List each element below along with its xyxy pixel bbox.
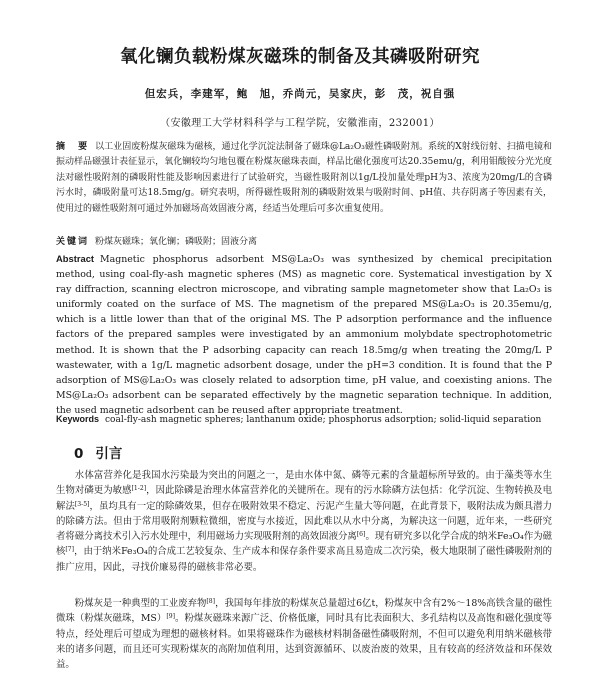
chinese-abstract-label: 摘 要 <box>56 142 90 152</box>
intro-p1-text-c: ，虽均具有一定的除磷效果，但存在吸附效果不稳定、污泥产生量大等问题，在此背景下，吸附法成为颇具潜力的除磷方法。但由于常用吸附剂颗粒微细，密度与水接近，因此难以从水中分离，为解决这一问题，近年来，一些研究者将磁分离技术引入污水处理中，利用磁场力实现吸附剂的高效固液分离 <box>56 500 552 543</box>
affiliation: （安徽理工大学材料科学与工程学院，安徽淮南，232001） <box>160 118 440 129</box>
paper-title: 氧化镧负载粉煤灰磁珠的制备及其磷吸附研究 <box>120 47 480 67</box>
intro-p1-text-e: ，由于纳米Fe₃O₄的合成工艺较复杂、生产成本和保存条件要求高且易造成二次污染，极大地限制了磁性磷吸附剂的推广应用，因此，寻找价廉易得的磁核非常必要。 <box>56 546 552 573</box>
section-title: 引言 <box>95 446 123 462</box>
citation-ref: [7] <box>65 546 75 554</box>
intro-p1-text-d: 。现有研究多以化学合成的纳米Fe₃O₄作为磁核 <box>56 531 552 558</box>
citation-ref: [9] <box>166 613 175 621</box>
intro-p2-text-c: 。粉煤灰磁珠来源广泛、价格低廉，同时具有比表面积大、多孔结构以及高饱和磁化强度等特点，经处理后可望成为理想的磁核材料。如果将磁珠作为磁核材料制备磁性磷吸附剂，不但可以避免利用纳米磁核带来的诸多问题，而且还可实现粉煤灰的高附加值利用，达到资源循环、以废治废的效果，且有较高的经济效益和环保效益。 <box>56 613 552 671</box>
intro-p2-text-a: 粉煤灰是一种典型的工业废弃物 <box>74 598 207 609</box>
chinese-keywords-label: 关键词 <box>56 237 90 247</box>
section-number: 0 <box>74 446 84 462</box>
citation-ref: [3-5] <box>74 500 90 508</box>
english-abstract <box>56 251 552 415</box>
chinese-abstract <box>56 140 552 234</box>
citation-ref: [6] <box>356 531 366 539</box>
chinese-keywords-text: 粉煤灰磁珠；氧化镧；磷吸附；固液分离 <box>95 237 258 247</box>
english-keywords <box>56 412 552 427</box>
chinese-keywords <box>56 235 552 249</box>
english-abstract-text: Magnetic phosphorus adsorbent MS@La₂O₃ was synthesized by chemical precipitation method, using coal-fly-ash magnetic spheres (MS) as magnetic core. Systematical investigation by X ray diffraction, scanning electron microscope, and vibrating sample magnetometer show that La₂O₃ is uniformly coated on the surface of MS. The magnetism of the prepared MS@La₂O₃ is 20.35emu/g, which is a little lower than that of the original MS. The P adsorption performance and the influence factors of the prepared samples were investigated by an ammonium molybdate spectrophotometric method. It is shown that the P adsorbing capacity can reach 18.5mg/g when treating the 20mg/L P wastewater, with a 1g/L magnetic adsorbent dosage, under the pH=3 condition. It is found that the P adsorption of MS@La₂O₃ was closely related to adsorption time, pH value, and coexisting anions. The MS@La₂O₃ adsorbent can be separated effectively by the magnetic separation technique. In addition, the used magnetic adsorbent can be reused after appropriate treatment. <box>56 254 552 415</box>
section-heading-introduction <box>74 442 122 462</box>
english-abstract-label: Abstract <box>56 253 95 264</box>
author-list: 但宏兵，李建军，鲍 旭，乔尚元，吴家庆，彭 茂，祝自强 <box>144 88 456 100</box>
english-keywords-label: Keywords <box>56 414 100 424</box>
english-keywords-text: coal-fly-ash magnetic spheres; lanthanum oxide; phosphorus adsorption; solid-liquid separation <box>105 415 542 425</box>
intro-paragraph-2 <box>56 596 552 674</box>
intro-p2-text-b: ，我国每年排放的粉煤灰总量超过6亿t，粉煤灰中含有2%～18%高铁含量的磁性微珠（粉煤灰磁珠，MS） <box>56 598 552 625</box>
intro-paragraph-1 <box>56 468 552 592</box>
citation-ref: [1-2] <box>131 485 147 493</box>
chinese-abstract-text-2: 磁性磷吸附剂。系统的X射线衍射、扫描电镜和振动样品磁强计表征显示，氧化镧较均匀地包覆在粉煤灰磁珠表面，样品比磁化强度可达20.35emu/g，利用钼酸铵分光光度法对磁性吸附剂的磷吸附性能及影响因素进行了试验研究，当磁性吸附剂以1g/L投加量处理pH为3、浓度为20mg/L的含磷污水时，磷吸附量可达18.5mg/g。研究表明，所得磁性吸附剂的磷吸附效果与吸附时间、pH值、共存阴离子等因素有关，使用过的磁性吸附剂可通过外加磁场高效固液分离，经适当处理后可多次重复使用。 <box>56 142 552 214</box>
chinese-abstract-formula: La₂O₃ <box>338 142 365 152</box>
chinese-abstract-text-1: 以工业固废粉煤灰磁珠为磁核，通过化学沉淀法制备了磁珠@ <box>95 142 339 152</box>
intro-p1-text-a: 水体富营养化是我国水污染最为突出的问题之一，是由水体中氮、磷等元素的含量超标所导致的。由于藻类等水生生物对磷更为敏感 <box>56 470 552 497</box>
citation-ref: [8] <box>206 597 216 605</box>
intro-p1-text-b: ，因此除磷是治理水体富营养化的关键所在。现有的污水除磷方法包括：化学沉淀、生物转换及电解法 <box>56 485 552 512</box>
